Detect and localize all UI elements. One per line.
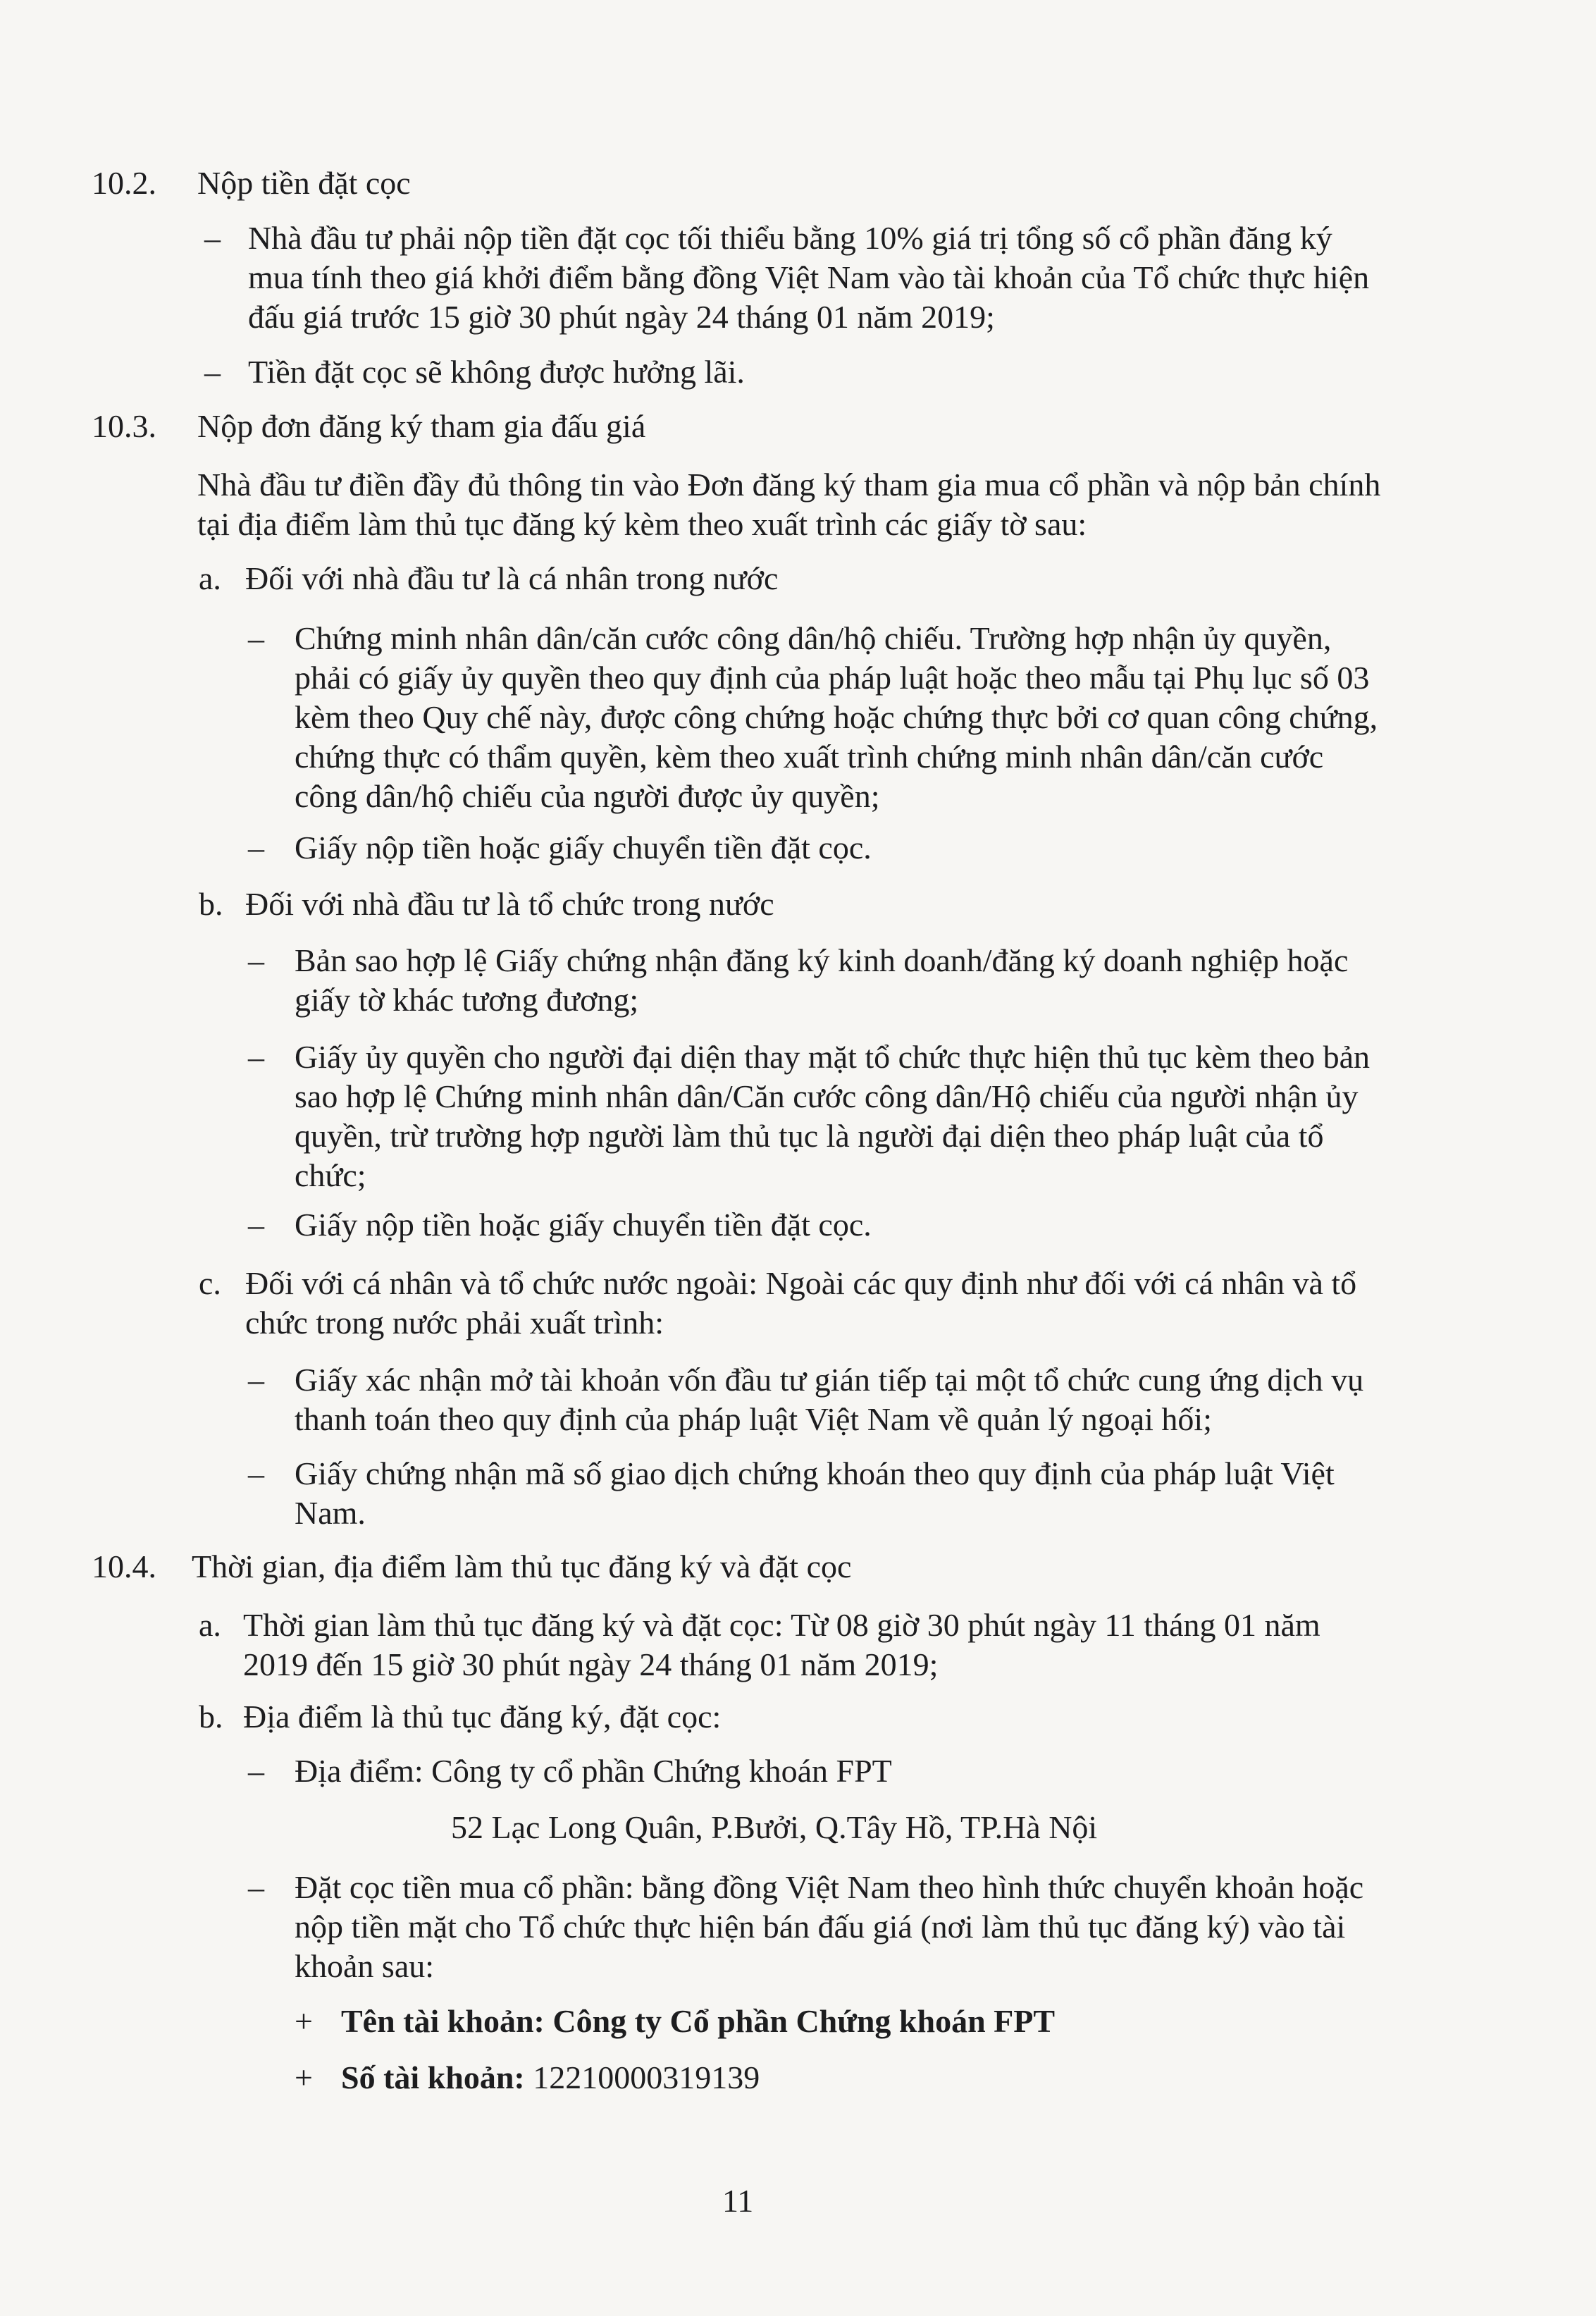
account-number-row: [341, 2059, 760, 2095]
text-line: chức;: [295, 1157, 366, 1193]
section-title: Thời gian, địa điểm làm thủ tục đăng ký và đặt cọc: [192, 1548, 852, 1584]
dash-bullet: –: [248, 1455, 264, 1491]
dash-bullet: –: [248, 1039, 264, 1075]
text-line: kèm theo Quy chế này, được công chứng hoặc chứng thực bởi cơ quan công chứng,: [295, 699, 1378, 735]
account-number-label: Số tài khoản:: [341, 2059, 525, 2095]
section-number: 10.3.: [92, 408, 156, 444]
text-line: thanh toán theo quy định của pháp luật Việt Nam về quản lý ngoại hối;: [295, 1401, 1212, 1437]
dash-bullet: –: [248, 830, 264, 866]
text-line: công dân/hộ chiếu của người được ủy quyền;: [295, 778, 880, 814]
subsection-title: Đối với cá nhân và tổ chức nước ngoài: Ngoài các quy định như đối với cá nhân và tổ: [245, 1265, 1357, 1301]
text-line: khoản sau:: [295, 1948, 435, 1984]
text-line: Nhà đầu tư điền đầy đủ thông tin vào Đơn đăng ký tham gia mua cổ phần và nộp bản chính: [197, 467, 1381, 503]
address-line: 52 Lạc Long Quân, P.Bưởi, Q.Tây Hồ, TP.Hà Nội: [451, 1809, 1098, 1845]
list-label: a.: [199, 560, 221, 596]
list-label: b.: [199, 886, 223, 922]
text-line: giấy tờ khác tương đương;: [295, 982, 639, 1018]
text-line: Giấy ủy quyền cho người đại diện thay mặt tổ chức thực hiện thủ tục kèm theo bản: [295, 1039, 1371, 1075]
text-line: chứng thực có thẩm quyền, kèm theo xuất trình chứng minh nhân dân/căn cước: [295, 739, 1324, 775]
text-line: Tiền đặt cọc sẽ không được hưởng lãi.: [248, 354, 745, 390]
subsection-title: Đối với nhà đầu tư là cá nhân trong nước: [245, 560, 779, 596]
text-line: tại địa điểm làm thủ tục đăng ký kèm theo xuất trình các giấy tờ sau:: [197, 506, 1087, 542]
dash-bullet: –: [204, 220, 221, 256]
list-label: a.: [199, 1607, 221, 1643]
list-label: b.: [199, 1699, 223, 1735]
dash-bullet: –: [248, 1207, 264, 1243]
text-line: nộp tiền mặt cho Tổ chức thực hiện bán đấu giá (nơi làm thủ tục đăng ký) vào tài: [295, 1909, 1346, 1945]
section-title: Nộp tiền đặt cọc: [197, 165, 411, 201]
account-name: Tên tài khoản: Công ty Cổ phần Chứng khoán FPT: [341, 2003, 1056, 2039]
subsection-title: Địa điểm là thủ tục đăng ký, đặt cọc:: [243, 1699, 722, 1735]
dash-bullet: –: [204, 354, 221, 390]
text-line: chức trong nước phải xuất trình:: [245, 1305, 664, 1341]
section-number: 10.4.: [92, 1548, 156, 1584]
section-title: Nộp đơn đăng ký tham gia đấu giá: [197, 408, 646, 444]
text-line: Giấy nộp tiền hoặc giấy chuyển tiền đặt cọc.: [295, 830, 872, 866]
list-label: c.: [199, 1265, 221, 1301]
dash-bullet: –: [248, 620, 264, 656]
text-line: sao hợp lệ Chứng minh nhân dân/Căn cước công dân/Hộ chiếu của người nhận ủy: [295, 1078, 1359, 1114]
text-line: Nhà đầu tư phải nộp tiền đặt cọc tối thiểu bằng 10% giá trị tổng số cổ phần đăng ký: [248, 220, 1332, 256]
text-line: Chứng minh nhân dân/căn cước công dân/hộ chiếu. Trường hợp nhận ủy quyền,: [295, 620, 1332, 656]
text-line: Giấy chứng nhận mã số giao dịch chứng khoán theo quy định của pháp luật Việt: [295, 1455, 1335, 1491]
text-line: Thời gian làm thủ tục đăng ký và đặt cọc: Từ 08 giờ 30 phút ngày 11 tháng 01 năm: [243, 1607, 1320, 1643]
account-number: 12210000319139: [533, 2059, 760, 2095]
page-number: 11: [722, 2183, 754, 2219]
text-line: phải có giấy ủy quyền theo quy định của pháp luật hoặc theo mẫu tại Phụ lục số 03: [295, 660, 1370, 696]
text-line: quyền, trừ trường hợp người làm thủ tục là người đại diện theo pháp luật của tổ: [295, 1118, 1324, 1154]
text-line: mua tính theo giá khởi điểm bằng đồng Việt Nam vào tài khoản của Tổ chức thực hiện: [248, 259, 1370, 295]
text-line: Nam.: [295, 1495, 366, 1531]
subsection-title: Đối với nhà đầu tư là tổ chức trong nước: [245, 886, 774, 922]
dash-bullet: –: [248, 1753, 264, 1789]
section-number: 10.2.: [92, 165, 156, 201]
dash-bullet: –: [248, 1362, 264, 1398]
plus-bullet: +: [295, 2003, 313, 2039]
text-line: Đặt cọc tiền mua cổ phần: bằng đồng Việt Nam theo hình thức chuyển khoản hoặc: [295, 1869, 1364, 1905]
text-line: Giấy nộp tiền hoặc giấy chuyển tiền đặt cọc.: [295, 1207, 872, 1243]
text-line: 2019 đến 15 giờ 30 phút ngày 24 tháng 01 năm 2019;: [243, 1646, 939, 1682]
text-line: đấu giá trước 15 giờ 30 phút ngày 24 tháng 01 năm 2019;: [248, 299, 995, 335]
dash-bullet: –: [248, 942, 264, 978]
text-line: Bản sao hợp lệ Giấy chứng nhận đăng ký kinh doanh/đăng ký doanh nghiệp hoặc: [295, 942, 1349, 978]
text-line: Địa điểm: Công ty cổ phần Chứng khoán FPT: [295, 1753, 892, 1789]
dash-bullet: –: [248, 1869, 264, 1905]
text-line: Giấy xác nhận mở tài khoản vốn đầu tư gián tiếp tại một tổ chức cung ứng dịch vụ: [295, 1362, 1364, 1398]
plus-bullet: +: [295, 2059, 313, 2095]
